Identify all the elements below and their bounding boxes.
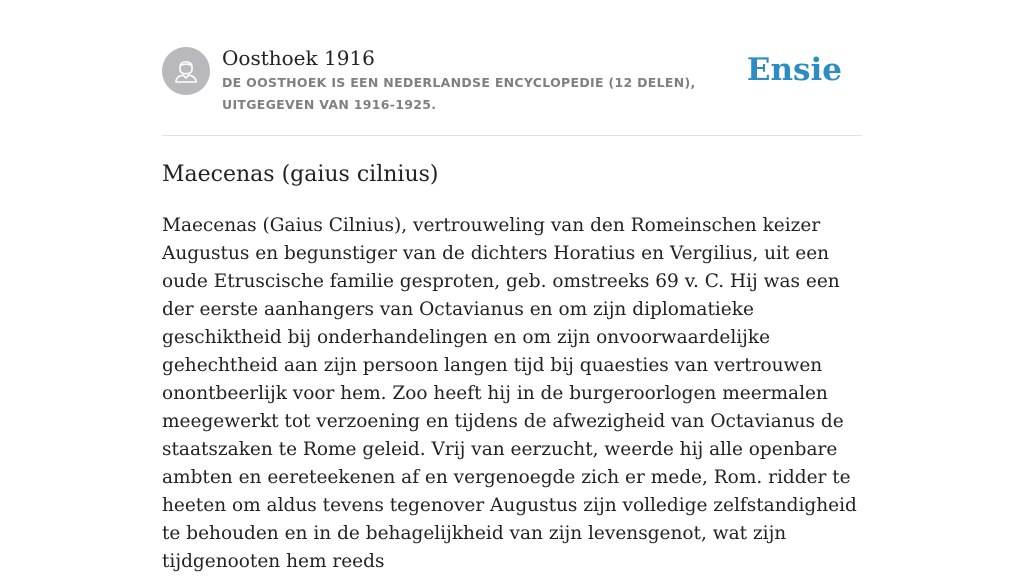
source-description: DE OOSTHOEK IS EEN NEDERLANDSE ENCYCLOPEDIE (12 DELEN), UITGEGEVEN VAN 1916-1925. xyxy=(222,75,696,112)
source-header xyxy=(162,46,862,136)
divider xyxy=(162,135,862,136)
entry-body: Maecenas (Gaius Cilnius), vertrouweling van den Romeinschen keizer Augustus en begunstiger van de dichters Horatius en Vergilius, uit een oude Etruscische familie gesproten, geb. omstreeks 69 v. C. Hij was een der eerste aanhangers van Octavianus en om zijn diplomatieke geschiktheid bij onderhandelingen en om zijn onvoorwaardelijke gehechtheid aan zijn persoon langen tijd bij quaesties van vertrouwen onontbeerlijk voor hem. Zoo heeft hij in de burgeroorlogen meermalen meegewerkt tot verzoening en tijdens de afwezigheid van Octavianus de staatszaken te Rome geleid. Vrij van eerzucht, weerde hij alle openbare ambten en eereteekenen af en vergenoegde zich er mede, Rom. ridder te heeten om aldus tevens tegenover Augustus zijn volledige zelfstandigheid te behouden en in de behagelijkheid van zijn levensgenot, wat zijn tijdgenooten hem reeds xyxy=(162,215,857,572)
source-title[interactable]: Oosthoek 1916 xyxy=(222,46,375,70)
avatar[interactable] xyxy=(162,47,210,95)
entry-title: Maecenas (gaius cilnius) xyxy=(162,162,439,187)
brand-logo[interactable]: Ensie xyxy=(746,52,842,88)
user-icon xyxy=(162,47,210,95)
